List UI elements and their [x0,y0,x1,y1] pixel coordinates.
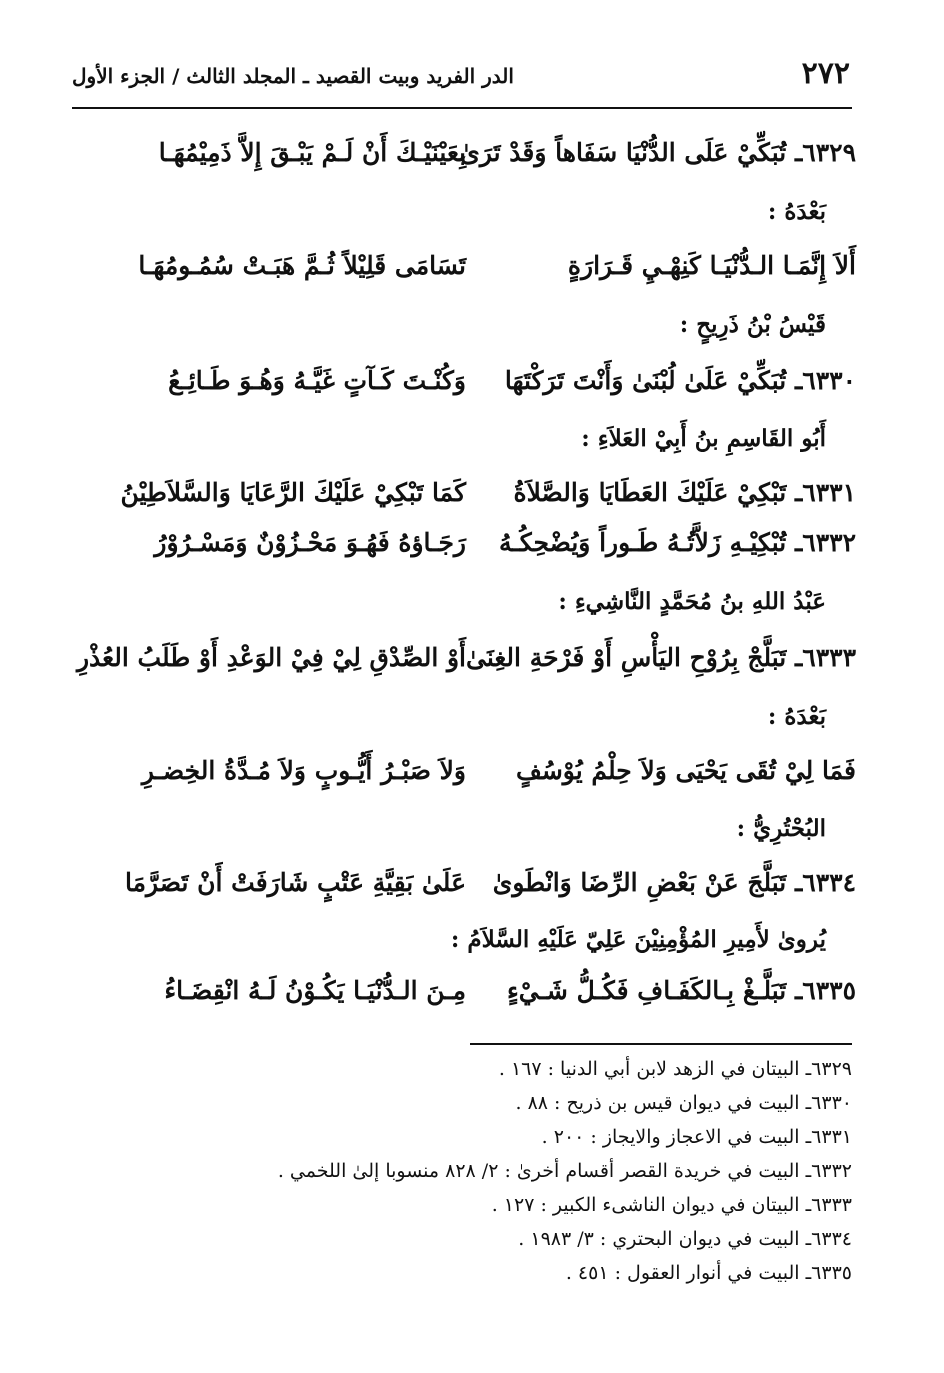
verse-first-hemistich: أَلاَ إِنَّمَـا الـدُّنْيَـا كَنِهْـيِ قَـرَارَةٍ [567,251,856,280]
verse-second-hemistich: بِعَيْنَيْـكَ أَنْ لَـمْ يَبْـقَ إِلاَّ ذَمِيْمُهَـا [158,138,466,167]
verse-line [96,976,856,1032]
footnote: ٦٣٣٠ـ البيت في ديوان قيس بن ذريح : ٨٨ . [515,1092,852,1114]
verse-line [96,251,856,307]
verse-second-hemistich: عَلَىٰ بَقِيَّةِ عَتْبٍ شَارَفَتْ أَنْ تَصَرَّمَا [125,868,466,897]
page-header [72,50,852,108]
verse-first-hemistich: ٦٣٣٣ـ تَبَلَّجْ بِرُوْحِ اليَأْسِ أَوْ فَرْحَةِ الغِنَىٰ [465,643,856,672]
footnote: ٦٣٣٥ـ البيت في أنوار العقول : ٤٥١ . [565,1262,852,1284]
poet-attribution: البُحْتُرِيُّ : [736,815,826,842]
verse-first-hemistich: فَمَا لِيْ تُقَى يَحْيَى وَلاَ حِلْمُ يُوْسُفٍ [515,756,856,785]
footnote: ٦٣٢٩ـ البيتان في الزهد لابن أبي الدنيا : ١٦٧ . [498,1058,852,1080]
verse-first-hemistich: ٦٣٣٠ـ تُبَكِّيْ عَلَىٰ لُبْنَىٰ وَأَنْتَ تَرَكْتَهَا [504,366,856,395]
poet-attribution: يُروىٰ لأَمِيرِ المُؤْمِنِيْنَ عَلِيّ عَلَيْهِ السَّلاَمُ : [450,926,826,953]
poet-attribution: أَبُو القَاسِمِ بنُ أَبِيْ العَلاَءِ : [581,425,826,452]
poet-attribution: قَيْسُ بْنُ ذَرِيحٍ : [679,311,826,338]
verse-line [96,528,856,584]
verse-second-hemistich: رَجَـاؤهُ فَهُـوَ مَحْـزُوْنٌ وَمَسْـرُوْرُ [154,528,466,557]
verse-line [96,138,856,194]
verse-line [96,756,856,812]
verse-line [96,366,856,422]
poet-attribution: بَعْدَهُ : [767,198,826,225]
header-divider [72,107,852,109]
verse-first-hemistich: ٦٣٣٢ـ تُبْكِيْـهِ زَلاَّتُـهُ طَـوراً وَيُضْحِكُـهُ [499,528,856,557]
verse-first-hemistich: ٦٣٢٩ـ تُبَكِّيْ عَلَى الدُّنْيَا سَفَاهاً وَقَدْ تَرَىٰ [460,138,856,167]
footnote: ٦٣٣٣ـ البيتان في ديوان الناشىء الكبير : ١٢٧ . [491,1194,852,1216]
footnote: ٦٣٣١ـ البيت في الاعجاز والايجاز : ٢٠٠ . [541,1126,852,1148]
verse-first-hemistich: ٦٣٣٤ـ تَبَلَّجَ عَنْ بَعْضِ الرِّضَا وَانْطَوىٰ [492,868,856,897]
verse-second-hemistich: وَلاَ صَبْـرُ أَيُّـوبٍ وَلاَ مُـدَّةُ الخِضـرِ [141,756,466,785]
verse-second-hemistich: كَمَا تَبْكِيْ عَلَيْكَ الرَّعَايَا وَالسَّلاَطِيْنُ [120,478,466,507]
footnote-divider [470,1043,852,1045]
verse-first-hemistich: ٦٣٣١ـ تَبْكِيْ عَلَيْكَ العَطَايَا وَالصَّلاَةُ [513,478,856,507]
verse-second-hemistich: وَكُنْـتَ كَـآتٍ غَيَّـهُ وَهُـوَ طَـائِـعُ [168,366,466,395]
running-title: الدر الفريد وبيت القصيد ـ المجلد الثالث / الجزء الأول [72,64,514,88]
verse-second-hemistich: مِـنَ الـدُّنْيَـا يَكُـوْنُ لَـهُ انْقِضَـاءُ [164,976,466,1005]
verse-line [96,478,856,534]
footnote: ٦٣٣٤ـ البيت في ديوان البحتري : ٣/ ١٩٨٣ . [518,1228,852,1250]
verse-line [96,868,856,924]
footnote: ٦٣٣٢ـ البيت في خريدة القصر أقسام أخرىٰ : ٢/ ٨٢٨ منسوبا إلىٰ اللخمي . [277,1160,852,1182]
verse-second-hemistich: أَوْ الصِّدْقِ لِيْ فِيْ الوَعْدِ أَوْ طَلَبُ العُذْرِ [76,643,466,672]
poet-attribution: بَعْدَهُ : [767,703,826,730]
verse-second-hemistich: تَسَامَى قَلِيْلاً ثُـمَّ هَبَـتْ سُمُـومُهَـا [138,251,466,280]
page-number: ٢٧٢ [801,56,850,91]
verse-first-hemistich: ٦٣٣٥ـ تَبَلَّـغْ بِـالكَفَـافِ فَكُـلُّ شَـيْءٍ [507,976,856,1005]
verse-line [76,643,856,699]
poet-attribution: عَبْدُ اللهِ بنُ مُحَمَّدٍ النَّاشِيءِ : [558,588,826,615]
